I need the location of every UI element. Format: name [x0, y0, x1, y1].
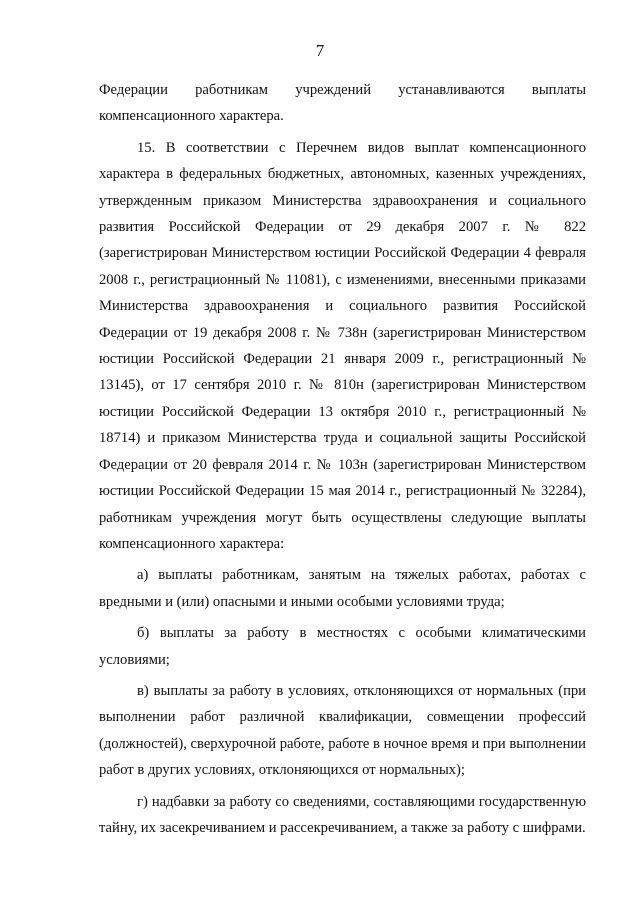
paragraph-subitem-g: г) надбавки за работу со сведениями, составляющими государственную тайну, их засекречиванием и рассекречиванием, а также за работу с шифрами.: [99, 793, 586, 836]
document-body: [99, 77, 586, 841]
paragraph-subitem-a: а) выплаты работникам, занятым на тяжелых работах, работах с вредными и (или) опасными и иными особыми условиями труда;: [99, 567, 586, 610]
paragraph-continuation: Федерации работникам учреждений устанавливаются выплаты компенсационного характера.: [99, 82, 586, 125]
paragraph-subitem-b: б) выплаты за работу в местностях с особыми климатическими условиями;: [99, 625, 586, 668]
paragraph-item-15: 15. В соответствии с Перечнем видов выплат компенсационного характера в федеральных бюджетных, автономных, казенных учреждениях, утвержденным приказом Министерства здравоохранения и социального развития Российской Федерации от 29 декабря 2007 г. № 822 (зарегистрирован Министерством юстиции Российской Федерации 4 февраля 2008 г., регистрационный № 11081), с изменениями, внесенными приказами Министерства здравоохранения и социального развития Российской Федерации от 19 декабря 2008 г. № 738н (зарегистрирован Министерством юстиции Российской Федерации 21 января 2009 г., регистрационный № 13145), от 17 сентября 2010 г. № 810н (зарегистрирован Министерством юстиции Российской Федерации 13 октября 2010 г., регистрационный № 18714) и приказом Министерства труда и социальной защиты Российской Федерации от 20 февраля 2014 г. № 103н (зарегистрирован Министерством юстиции Российской Федерации 15 мая 2014 г., регистрационный № 32284), работникам учреждения могут быть осуществлены следующие выплаты компенсационного характера:: [99, 139, 586, 552]
paragraph-subitem-v: в) выплаты за работу в условиях, отклоняющихся от нормальных (при выполнении работ различной квалификации, совмещении профессий (должностей), сверхурочной работе, работе в ночное время и при выполнении работ в других условиях, отклоняющихся от нормальных);: [99, 682, 586, 779]
page-number: 7: [315, 41, 325, 60]
